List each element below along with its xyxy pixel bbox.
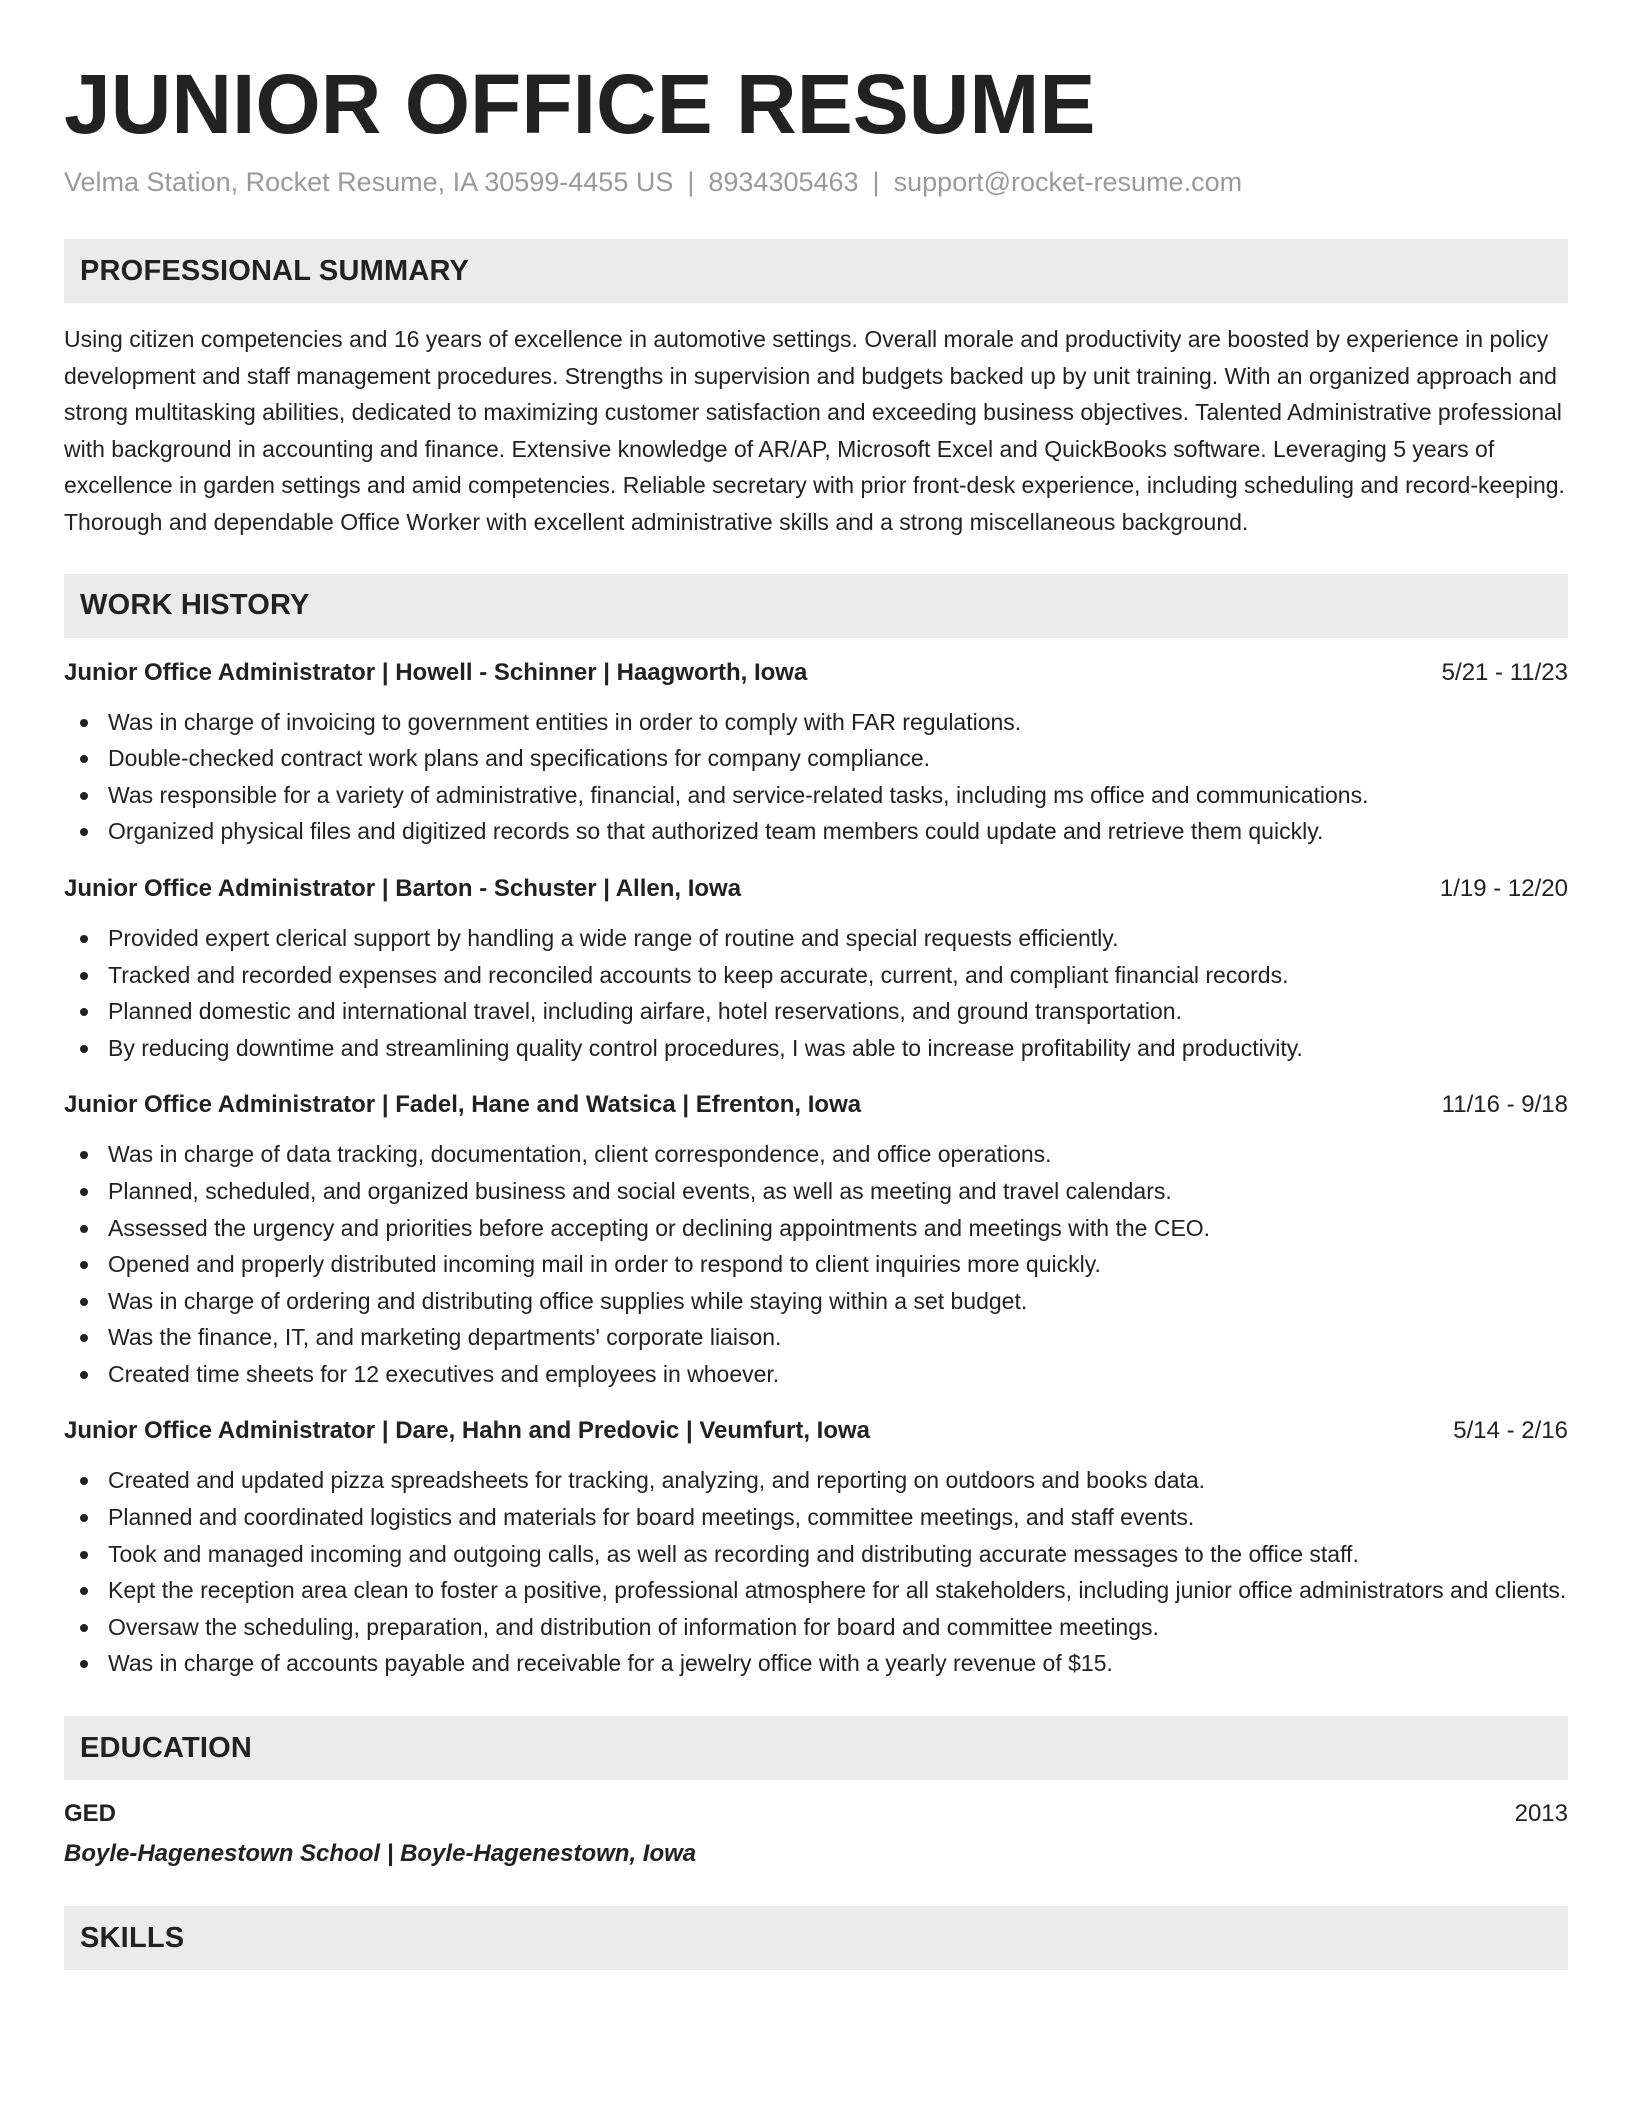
job-title: Junior Office Administrator | Barton - Schuster | Allen, Iowa xyxy=(64,874,742,902)
job-header xyxy=(64,1414,1568,1448)
job-bullet: Was responsible for a variety of administrative, financial, and service-related tasks, including ms office and communications. xyxy=(64,777,1568,814)
job-bullet: Was in charge of invoicing to government entities in order to comply with FAR regulations. xyxy=(64,704,1568,741)
education-school: Boyle-Hagenestown School | Boyle-Hagenestown, Iowa xyxy=(64,1840,697,1868)
resume-name: JUNIOR OFFICE RESUME xyxy=(64,57,1096,151)
skills-heading: SKILLS xyxy=(64,1906,1568,1970)
education-entry xyxy=(64,1796,1568,1872)
job-entry xyxy=(64,1414,1568,1682)
contact-phone: 8934305463 xyxy=(708,167,859,197)
job-bullet: Was in charge of data tracking, documentation, client correspondence, and office operations. xyxy=(64,1136,1568,1173)
job-bullet: Planned, scheduled, and organized business and social events, as well as meeting and travel calendars. xyxy=(64,1173,1568,1210)
job-bullet: By reducing downtime and streamlining quality control procedures, I was able to increase profitability and productivity. xyxy=(64,1030,1568,1067)
job-title: Junior Office Administrator | Fadel, Hane and Watsica | Efrenton, Iowa xyxy=(64,1091,862,1119)
contact-separator: | xyxy=(872,167,880,197)
job-bullets xyxy=(64,1462,1568,1682)
job-bullet: Double-checked contract work plans and specifications for company compliance. xyxy=(64,740,1568,777)
summary-text: Using citizen competencies and 16 years of excellence in automotive settings. Overall morale and productivity are boosted by experience in policy development and staff management procedures. Strengths in supervision and budgets backed up by unit training. With an organized approach and strong multitasking abilities, dedicated to maximizing customer satisfaction and exceeding business objectives. Talented Administrative professional with background in accounting and finance. Extensive knowledge of AR/AP, Microsoft Excel and QuickBooks software. Leveraging 5 years of excellence in garden settings and amid competencies. Reliable secretary with prior front-desk experience, including scheduling and record-keeping. Thorough and dependable Office Worker with excellent administrative skills and a strong miscellaneous background. xyxy=(64,326,1565,535)
job-header xyxy=(64,656,1568,690)
job-bullet: Was in charge of accounts payable and receivable for a jewelry office with a yearly revenue of $15. xyxy=(64,1645,1568,1682)
education-degree: GED xyxy=(64,1800,117,1828)
job-dates: 11/16 - 9/18 xyxy=(1441,1091,1568,1119)
job-bullet: Oversaw the scheduling, preparation, and distribution of information for board and committee meetings. xyxy=(64,1609,1568,1646)
job-bullets xyxy=(64,1136,1568,1392)
job-bullet: Provided expert clerical support by handling a wide range of routine and special requests efficiently. xyxy=(64,920,1568,957)
job-bullets xyxy=(64,920,1568,1066)
job-bullet: Planned domestic and international travel, including airfare, hotel reservations, and ground transportation. xyxy=(64,993,1568,1030)
job-bullet: Was the finance, IT, and marketing departments' corporate liaison. xyxy=(64,1319,1568,1356)
job-entry xyxy=(64,872,1568,1066)
job-header xyxy=(64,872,1568,906)
job-bullet: Created and updated pizza spreadsheets for tracking, analyzing, and reporting on outdoors and books data. xyxy=(64,1462,1568,1499)
summary-heading: PROFESSIONAL SUMMARY xyxy=(64,239,1568,303)
job-header xyxy=(64,1088,1568,1122)
work-history-heading: WORK HISTORY xyxy=(64,574,1568,638)
job-dates: 1/19 - 12/20 xyxy=(1439,874,1568,902)
job-entry xyxy=(64,1088,1568,1392)
job-title: Junior Office Administrator | Dare, Hahn and Predovic | Veumfurt, Iowa xyxy=(64,1417,871,1445)
education-heading: EDUCATION xyxy=(64,1716,1568,1780)
job-dates: 5/21 - 11/23 xyxy=(1441,658,1568,686)
contact-line xyxy=(64,164,1568,200)
resume-page xyxy=(64,0,1568,1970)
job-bullet: Opened and properly distributed incoming mail in order to respond to client inquiries more quickly. xyxy=(64,1246,1568,1283)
contact-email: support@rocket-resume.com xyxy=(893,167,1243,197)
education-header xyxy=(64,1796,1568,1832)
job-bullet: Created time sheets for 12 executives and employees in whoever. xyxy=(64,1356,1568,1393)
job-bullet: Kept the reception area clean to foster a positive, professional atmosphere for all stakeholders, including junior office administrators and clients. xyxy=(64,1572,1568,1609)
job-bullet: Assessed the urgency and priorities before accepting or declining appointments and meetings with the CEO. xyxy=(64,1210,1568,1247)
education-year: 2013 xyxy=(1514,1800,1568,1828)
job-title: Junior Office Administrator | Howell - Schinner | Haagworth, Iowa xyxy=(64,658,808,686)
job-entry xyxy=(64,656,1568,850)
job-bullet: Was in charge of ordering and distributing office supplies while staying within a set budget. xyxy=(64,1283,1568,1320)
job-bullets xyxy=(64,704,1568,850)
job-bullet: Planned and coordinated logistics and materials for board meetings, committee meetings, and staff events. xyxy=(64,1499,1568,1536)
contact-address: Velma Station, Rocket Resume, IA 30599-4455 US xyxy=(64,167,674,197)
job-bullet: Tracked and recorded expenses and reconciled accounts to keep accurate, current, and compliant financial records. xyxy=(64,957,1568,994)
contact-separator: | xyxy=(687,167,695,197)
job-bullet: Organized physical files and digitized records so that authorized team members could update and retrieve them quickly. xyxy=(64,813,1568,850)
job-bullet: Took and managed incoming and outgoing calls, as well as recording and distributing accurate messages to the office staff. xyxy=(64,1536,1568,1573)
job-dates: 5/14 - 2/16 xyxy=(1453,1417,1568,1445)
